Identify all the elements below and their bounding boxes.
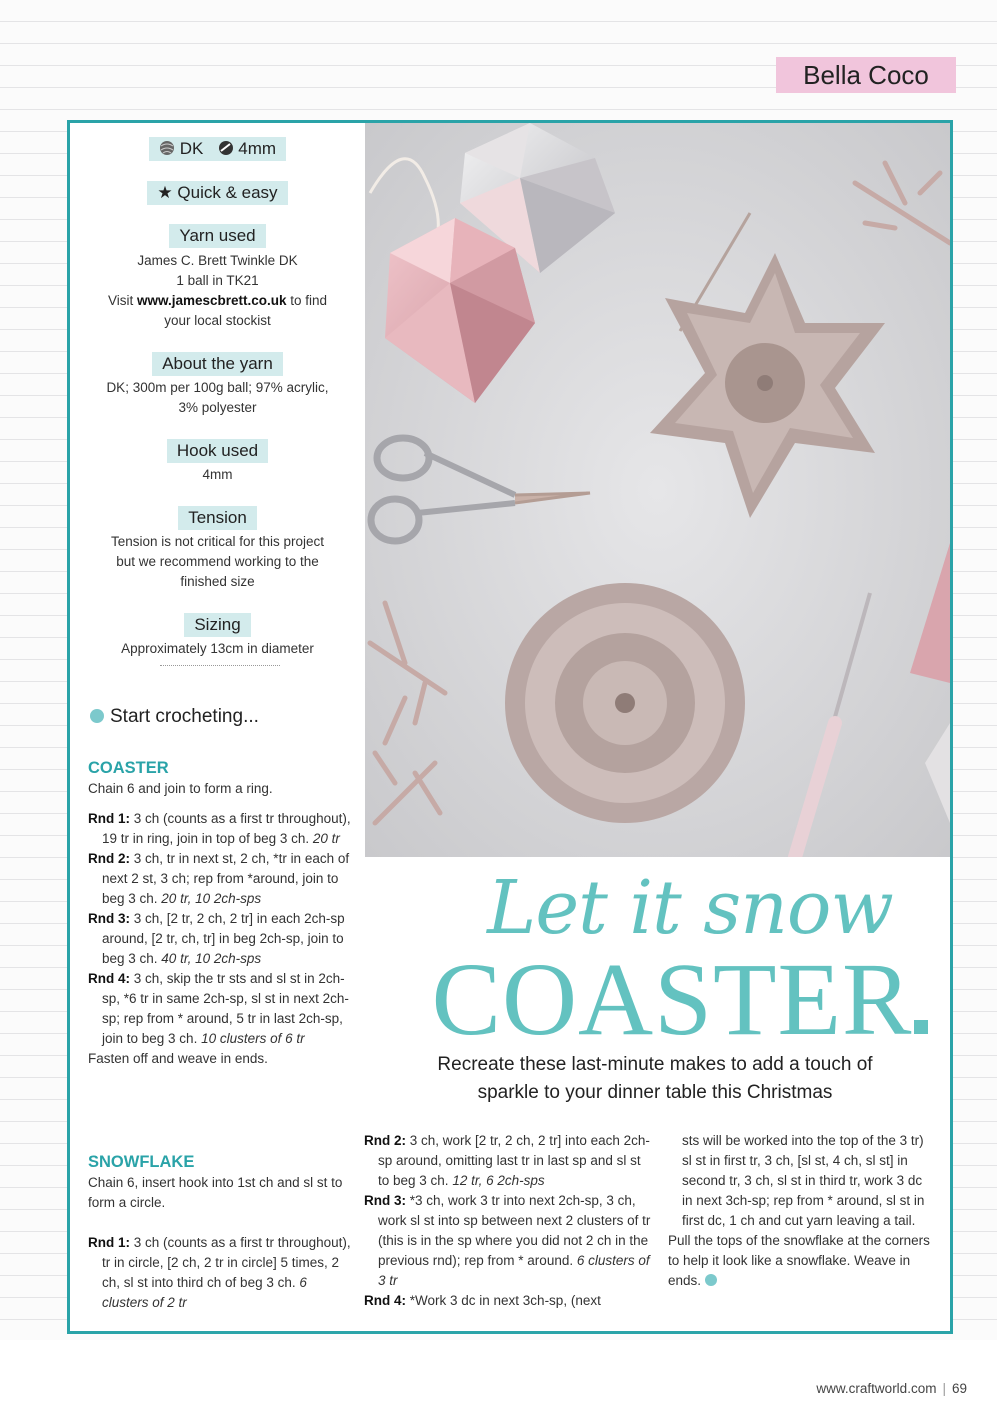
page-number: 69 xyxy=(951,1381,967,1396)
sizing-heading-row xyxy=(70,613,365,637)
hook-size: 4mm xyxy=(238,139,277,158)
snowflake-rnd-2: Rnd 2: 3 ch, work [2 tr, 2 ch, 2 tr] into each 2ch-sp around, omitting last tr in last sp and sl st to beg 3 ch. 12 tr, 6 2ch-sps xyxy=(364,1133,650,1188)
end-yarn-ball-icon xyxy=(705,1274,717,1286)
stockist-link[interactable]: www.jamescbrett.co.uk xyxy=(136,293,287,308)
difficulty-label: Quick & easy xyxy=(177,183,278,202)
coaster-rnd-4: Rnd 4: 3 ch, skip the tr sts and sl st in 2ch-sp, *6 tr in same 2ch-sp, sl st in next 2ch-sp; rep from * around, 5 tr in last 2ch-sp, join to beg 3 ch. 10 clusters of 6 tr xyxy=(88,971,349,1046)
coaster-intro: Chain 6 and join to form a ring. xyxy=(88,781,273,796)
hook-used-heading-row xyxy=(70,439,365,463)
start-crocheting: Start crocheting... xyxy=(90,706,259,728)
coaster-heading: COASTER xyxy=(88,759,169,777)
tension-info: Tension is not critical for this project but we recommend working to the finished size xyxy=(110,534,325,589)
snowflake-rnd-4-cont: sts will be worked into the top of the 3 tr) sl st in first tr, 3 ch, [sl st, 4 ch, sl st] in second tr, 3 ch, sl st in third tr, work 3 dc in next 3ch-sp; rep from * around, sl st in first dc, 1 ch and cut yarn leaving a tail. xyxy=(682,1133,925,1228)
star-icon: ★ xyxy=(157,183,173,202)
yarn-used-heading: Yarn used xyxy=(169,224,265,248)
hook-icon xyxy=(218,140,234,156)
sizing-heading: Sizing xyxy=(184,613,250,637)
snowflake-finish: Pull the tops of the snowflake at the corners to help it look like a snowflake. Weave in ends. xyxy=(668,1233,930,1288)
tension-heading-row xyxy=(70,506,365,530)
snowflake-heading: SNOWFLAKE xyxy=(88,1153,195,1171)
hook-used-info: 4mm xyxy=(202,467,233,482)
about-yarn-heading-row xyxy=(70,352,365,376)
product-photo xyxy=(365,123,950,857)
coaster-rnd-1: Rnd 1: 3 ch (counts as a first tr throughout), 19 tr in ring, join in top of beg 3 ch. 20 tr xyxy=(88,811,351,846)
photo-illustration xyxy=(365,123,950,857)
hook-used-heading: Hook used xyxy=(167,439,268,463)
stockist-line: Visit www.jamescbrett.co.uk to find xyxy=(107,293,328,308)
brand-tab xyxy=(776,57,956,93)
snowflake-pattern-col3 xyxy=(668,1131,930,1291)
coaster-finish: Fasten off and weave in ends. xyxy=(88,1051,268,1066)
footer xyxy=(0,1340,997,1410)
yarn-name: James C. Brett Twinkle DK xyxy=(137,253,298,268)
snowflake-pattern-col1 xyxy=(88,1173,353,1313)
coaster-rnd-2: Rnd 2: 3 ch, tr in next st, 2 ch, *tr in each of next 2 st, 3 ch; rep from *around, join to beg 3 ch. 20 tr, 10 2ch-sps xyxy=(88,851,350,906)
spec-pill xyxy=(149,137,286,161)
snowflake-intro: Chain 6, insert hook into 1st ch and sl st to form a circle. xyxy=(88,1175,343,1210)
footer-text: www.craftworld.com | 69 xyxy=(816,1381,967,1396)
spec-row xyxy=(70,137,365,161)
yarn-weight: DK xyxy=(179,139,204,158)
difficulty-row xyxy=(70,181,365,205)
subtitle: Recreate these last-minute makes to add a touch of sparkle to your dinner table this Christmas xyxy=(437,1054,873,1103)
pattern-frame xyxy=(67,120,953,1334)
about-yarn-heading: About the yarn xyxy=(152,352,283,376)
difficulty-pill xyxy=(147,181,287,205)
sizing-info: Approximately 13cm in diameter xyxy=(121,641,314,656)
snowflake-rnd-4: Rnd 4: *Work 3 dc in next 3ch-sp, (next xyxy=(364,1293,601,1308)
tension-heading: Tension xyxy=(178,506,257,530)
snowflake-pattern-col2 xyxy=(364,1131,654,1311)
title-caps: COASTER xyxy=(415,948,945,1052)
yarn-used-info xyxy=(70,251,365,331)
divider xyxy=(160,665,280,666)
yarn-ball-icon xyxy=(159,140,175,156)
title-dot xyxy=(914,1020,928,1034)
coaster-rnd-3: Rnd 3: 3 ch, [2 tr, 2 ch, 2 tr] in each 2ch-sp around, [2 tr, ch, tr] in beg 2ch-sp, join to beg 3 ch. 40 tr, 10 2ch-sps xyxy=(88,911,345,966)
yarn-quantity: 1 ball in TK21 xyxy=(176,273,259,288)
snowflake-rnd-1: Rnd 1: 3 ch (counts as a first tr throughout), tr in circle, [2 ch, 2 tr in circle] 5 times, 2 ch, sl st into third ch of beg 3 ch. 6 clusters of 2 tr xyxy=(88,1235,351,1310)
crochet-coaster xyxy=(505,583,745,823)
title-script: Let it snow xyxy=(487,865,893,951)
about-yarn-info: DK; 300m per 100g ball; 97% acrylic, 3% polyester xyxy=(106,380,329,415)
stockist-line-2: your local stockist xyxy=(164,313,271,328)
snowflake-rnd-3: Rnd 3: *3 ch, work 3 tr into next 2ch-sp, 3 ch, work sl st into sp between next 2 clusters of tr (this is in the sp where you did not 2 ch in the previous rnd); rep from * around. 6 clusters of 3 tr xyxy=(364,1193,651,1288)
brand-name: Bella Coco xyxy=(803,60,929,90)
yarn-ball-icon xyxy=(90,709,104,723)
coaster-pattern xyxy=(88,779,353,1069)
footer-site[interactable]: www.craftworld.com xyxy=(816,1381,937,1396)
yarn-used-heading-row xyxy=(70,224,365,248)
